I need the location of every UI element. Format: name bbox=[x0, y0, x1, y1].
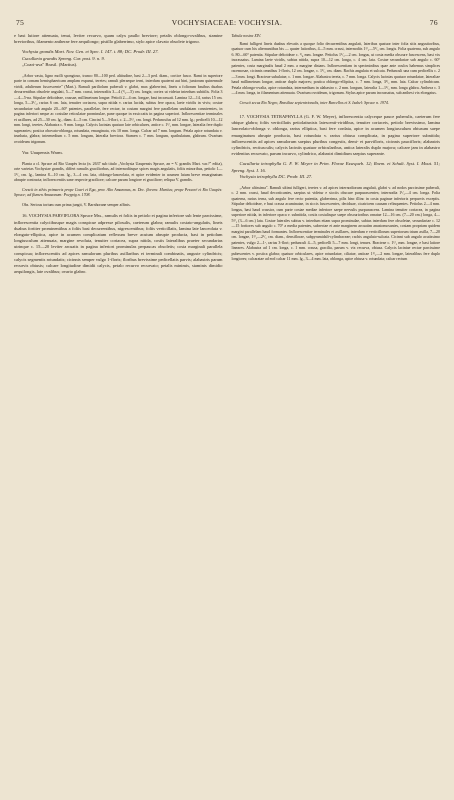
description-paragraph: Planta a cl. Spruce ad Rio Uaupès lecta (n. 2637 sub titulo „Vochysia Uaupensis Spruce, an = V. grandis Mart. var.?" edita), orte varietas Vochysiae grandis, differt ramulis graciliorbus, ad internodiisque spices magis angulatis, foliis minoribus, petiolo 1—1¹/₂ cm. lg., lamina 8—10 cm. lg., 3—4 cm. lata, oblongo-lanceolata, et apice evidenter in acumen latum breve emarginatum abrupte contracta; inflorescentiis sane respecte graciliore; calcare parum longiore et graciliore; reliqua V. grandis. bbox=[14, 160, 223, 183]
plate-reference: Tabula nostra XIV. bbox=[231, 33, 261, 38]
citation: Vochysia tetraphylla DC. Prodr. III. 27. bbox=[239, 174, 313, 180]
left-column bbox=[14, 33, 223, 275]
description-paragraph: „Arbor altissima". Ramuli ultimi fulligeri, teretes v. ad apices internodiorum angulati, glabri v. ad nodos parcissime puberuli, c. 2 mm. crassi, haud decorticantes, saepius ut videtur e sicciis obscure purpurascentes; internodia 1¹/₂—4 cm. longa. Folia quaterna, rarius terna, sub angulo fere recto patentia, glaberrima, pilis hinc illinc in costa paginae inferioris perparvis exceptis. Stipulae deltoideae, e basi crassa acuminatae, in siccis fuscescentes, deciduae, cicatricem causam relinquentes. Petiolus 2—4 mm. longus, basi haud crassior, cum parte costae mediae inferiore saepe nervulis purpurascens. Lamina tenuiter coriacea, in pagina superiore nitida, in inferiore opaca v. subnitida, costis costulisque saepe obscurioribus ornatae 12—16 cm. (7—20 cm.) longa, 4—5¹/₂ (3—6 cm.) lata. Costae laterales subtus v. interdum etiam supra prominulae, subtus interdum fere obsoletae, secundariae c. 12—15 fortiores sub angulo c. 70° a media patentes, subrectae et ante marginem arcuatim anastomosantes, costam propriam quidem margini parallelam haud formantes. Inflorescentiae terminales et axillares, interdum e verticillorum superiorum trium axilla, 7—20 cm. longae, 1¹/₂—2¹/₂ cm. diam., densiflorae, subpyramidali-cylindraceae; rachis angulato-sulcata. Cicinni sub angulo acutissimo patentes, vulgo 2—1-, rarius 3-flori; pedunculi 4—5, pedicelli 5—7 mm. longi, tenues. Bracteae c. 1¹/₂ mm. longae, e basi latiore lineares. Alabastra ad 1 cm. longa, c. 1 mm. crassa, gracilia, parum v. vix recurva, obtusa. Calycis laciniae rectae parcissime pubescentes v. postica glabra; quatuor orbiculares, apice rotundatae, ciliatae, anticae 1¹/₂—2 mm. longae, lateralibus fere duplo longiores; calcaratae ad eod calcar 11 mm. lg., 3—4 mm. lata, oblonga, apice obtusa v. rotundata; calcar rectum bbox=[231, 184, 440, 262]
variety-heading: Var. Uaupensis Warm. bbox=[22, 150, 63, 156]
running-header bbox=[14, 18, 440, 27]
text-columns bbox=[14, 33, 440, 275]
species-diagnosis: 16. VOCHYSIA PARVIFLORA Spruce Mss., ramulis et foliis in petiolo et pagina inferiore sub lente parcissime, inflorescentia calyciibusque magis conspicue adpresse pilosulis, caeterum glabra; ramulis costato-angulatis, lineis duabus fortiter prominentibus a foliis basi decurrentibus, nigrescentibus; foliis verticillatis, lamina late lanceolata v. elongato-elliptica, apice in acumen complicatum reflexum breve acutum abrupte producta, basi in petiolum longiusculum attenuata, margine revoluta, tenuiter coriacea, supra nitida, costis lateralibus praeter secundarias utrinque c. 15—20 leviter arcuatis in pagina inferiori prominulas perpaucas obsoletis; costa marginali parallela conspicua; inflorescentiis ad apices ramulorum pluribus axillaribus et terminali combinatis, anguste cylindricis; calycis segmentis rotundatis; cicinnis semper vulgo 1-floris; floribus brevissime pedicellatis parvis; alabastris parum recurvis obtusis; calcare longitudine dimidii calycis, petalo recurvo recurvato; petalis minimis, staminis dimidio aequilongis, late ovalibus; ovario glabro. bbox=[14, 213, 223, 275]
description-paragraph: Rami fulligeri lineis duabus elevatis a quoque folio decurrentibus angulati, lateribus quatuor inter folia sitis angustioribus, quatuor cum his alternantibus bis — quater latioribus, 4—5 mm. crassi, internodiis 1¹/₂—5¹/₂ cm. longis. Folia quaterna, sub angulo 6. 80—60° patentia. Stipulae deltoideae c. ¹/₄ mm. longae. Petiolus 1¹/₂—2 cm. longus, ut costa media obscure fuscescens, basi vix incrassatus. Lamina laete viridis, subtus nitida, supra 10—12 cm. longa, c. 4 cm. lata. Costae secundariae sub angulo c. 60° patentes, costa marginalis haud 2 mm. a margine distans. Inflorescentiam in speciminibus quae ante oculos habemus simplices racemosae, cicinnis omnibus 1-floris, 12 cm. longae, c. 1¹/₂ cm. diam. Rachis angulata et sulcata. Pedunculi una cum pedicellis c. 2—3 mm. longi. Bracteae subulatae, c. 1 mm. longae. Alabastra tereta, c. 7 mm. longa. Calycis lacinias quatuor rotundatae, lateraliae haud millimetrum longae, anticae duplo majores; postica oblongo-elliptica, c. 7 mm. longa, 3¹/₂ mm. lata. Calcar cylindricum. Petala oblongo-ovalia, apice rotundata, intermedium in alabastro c. 2 mm. longum, lateralia 1—1¹/₂ mm. longa glabra. Anthera c. 3—4 mm. longa, in filamentum attenuata. Ovarium ovoideum, trigonum. Stylus apice parum incrassatus, sub anthesi vix elongatus. bbox=[231, 40, 440, 95]
page-number-left: 75 bbox=[16, 18, 25, 27]
locality-paragraph: Crescit in silvis primaeris prope Coari et Ega, prov. Alto Amazonas, m. Dec. florens: Martius; prope Pessoré et Rio Uaupès: Spruce; ad flumen Amazonum: Poeppig n. 1708. bbox=[14, 186, 223, 198]
paragraph: e basi lutiore attenuata, tenui, leviter recurvo, quam calyx paullo breviore; petalis oblongo-ovalibus, stamine brevioribus, filamento antherae fere aequilongo; pistillo glaberrimo, stylo apice clavato obsolete trigono. bbox=[14, 33, 223, 45]
citation: Cucullaria tetraphylla G. F. W. Meyer in Prim. Florae Essequeb. 12; Roem. et Schult. Syst. I. Mout. 51; Spreng. Syst. I. 16. bbox=[231, 161, 440, 173]
right-column bbox=[232, 33, 441, 275]
citation: Vochysia grandis Mart. Nov. Gen. et Spec. I. 147. t. 88; DC. Prodr. III. 27. bbox=[22, 49, 159, 55]
description-paragraph: „Arbor vasta, ligno molli spongioso, trunco 80—100 ped. altitudine, basi 2—3 ped. diam., cortice fusco. Rami in superiore parte in comam hemisphaericam amplam expansi, teretes; ramuli pleraeque terni, interdum quaterni aut bini, juniorum quinennale viridi, adulterum fuscescente" (Mart.). Ramuli pariliolum puberuli v. glabri, max glaberrimi, lineis a foliorum basibus duabus decurrentibus obsolete angulati, 5—7 mm. crassi, internodiis 3—4 (¹/₂—5) cm. longis; cortex ut videtur interdum subitilis. Folia 3—4—5-na. Stipulae deltoideae, crassae, millimetrum longae. Petioli 2—4 cm. longae, basi incrassati. Lamina 12—14, rarius 15 cm. longa, 5—3¹/₂, rarius 6 cm. lata, tenuiter coriacea, supra nitida v. rarius lucida, subtus fere opaca, laete viridis in vivis; costae secundariae sub angulo 20—60° patentes, parallelae, fere rectae, in costam margini fere parallelam undulatam conniventes, in pagina inferiori neque ac costulae reticulatae prominulae, pane quoque in exsiccatis in pagina superiori. Inflorescentiae terminales et axillares, ad 25—30 cm. lg., diam. 4—5 cm. Cincini 5—3-flori, c. 2—5¹/₂ cm. longi. Pedunculus ad 12 mm. lg.; pedicelli 10—12 mm. longi, teretes. Alabastra c. 9 mm. longa. Calycis lacinias quatuor late orbiculares, antice c. 1¹/₂ mm. longae, lateralia fere duplo superantes; postica obovato-oblonga, rotundata, emarginata, vix 10 mm. longa. Calcar ad 7 mm. longum. Petala apice rotundata v. trunbata, glabra; intermedium c. 5 mm. longum, lateralia breviora. Stamen c. 7 mm. longum, spathulatum, glabrum. Ovarium ovoideum trigonum. bbox=[14, 72, 223, 144]
note-paragraph: Obs. Serious torium cum prima jungit, V. Barnhorane semper affinis. bbox=[22, 201, 131, 207]
page-number-right: 76 bbox=[429, 18, 438, 27]
citation: Cucullaria grandis Spreng. Cur. post. 9. n. 9. bbox=[22, 55, 105, 61]
species-diagnosis: 17. VOCHYSIA TETRAPHYLLA (G. F. W. Meyer), inflorescentia calyceque pauce puberulis, caeterum fere ubique glabra; foliis verticillatis petiolatisnisis latescenti-viridibus, tenuiter coriaceis, petiolo brevissimo, lamina lanceolato-oblonga v. oblonga, rarius elliptica, basi fere cordata, apice in acumen longiusculum obtusum saepe emarginatum abrupte producta, basi rotundata v. rarius obtusa complicata, in pagina superiore subnitida; inflorescentiis ad apices ramulorum saepius pluribus congestis, demi- et parvifloris, cicinnis paucifloris; alabastris cylindricis, rectiusculis; calycis laciniis quatuor orbicularibus, antica lateralis duplo majora; calcare jam in alabastro evidentius recurvato, parum incurvo, cylindrico, alabastri dimidium saepius superante. bbox=[231, 114, 440, 157]
vernacular-name: „Coari-uva" Brasil. (Martius). bbox=[22, 62, 78, 68]
locality-paragraph: Crescit secus Rio Negro, Brasiliae septentrionalis, inter Barcellos et S. Isabel: Spruce n. 1974. bbox=[239, 99, 389, 105]
running-title: VOCHYSIACEAE: VOCHYSIA. bbox=[171, 18, 283, 27]
